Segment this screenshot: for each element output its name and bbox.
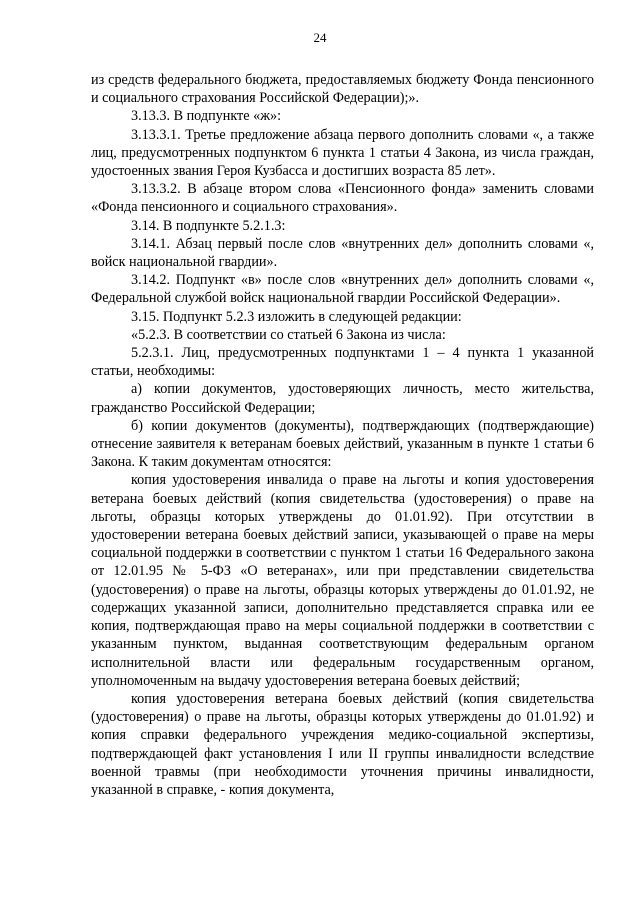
paragraph: 3.15. Подпункт 5.2.3 изложить в следующей редакции: [131,308,462,325]
paragraph: 3.13.3. В подпункте «ж»: [131,108,282,125]
document-body [91,71,594,799]
paragraph: 3.14.1. Абзац первый после слов «внутренних дел» дополнить словами «, войск национальной гвардии». [91,235,594,271]
paragraph: 3.13.3.2. В абзаце втором слова «Пенсионного фонда» заменить словами «Фонда пенсионного и социального страхования». [91,181,594,216]
paragraph: из средств федерального бюджета, предоставляемых бюджету Фонда пенсионного и социального страхования Российской Федерации);». [91,72,594,107]
paragraph: 5.2.3.1. Лиц, предусмотренных подпунктами 1 – 4 пункта 1 указанной статьи, необходимы: [91,345,594,380]
paragraph: «5.2.3. В соответствии со статьей 6 Закона из числа: [131,326,446,343]
page-number: 24 [313,30,327,45]
paragraph: б) копии документов (документы), подтверждающих (подтверждающие) отнесение заявителя к ветеранам боевых действий, указанным в пункте 1 статьи 6 Закона. К таким документам относятся: [91,417,594,471]
paragraph: копия удостоверения инвалида о праве на льготы и копия удостоверения ветерана боевых действий (копия свидетельства (удостоверения) о праве на льготы, образцы которых утверждены до 01.01.92). При отсутствии в удостоверении ветерана боевых действий записи, указывающей о праве на меры социальной поддержки в соответствии с пунктом 1 статьи 16 Федерального закона от 12.01.95 № 5-ФЗ «О ветеранах», или при представлении свидетельства (удостоверения) о праве на льготы, образцы которых утверждены до 01.01.92, не содержащих указанной записи, дополнительно представляется справка или ее копия, подтверждающая право на меры социальной поддержки в соответствии с указанным пунктом, выданная соответствующим федеральным органом исполнительной власти или федеральным государственным органом, уполномоченным на выдачу удостоверения ветерана боевых действий; [91,472,594,689]
paragraph: копия удостоверения ветерана боевых действий (копия свидетельства (удостоверения) о праве на льготы, образцы которых утверждены до 01.01.92) и копия справки федерального учреждения медико-социальной экспертизы, подтверждающей факт установления I или II группы инвалидности вследствие военной травмы (при необходимости уточнения причины инвалидности, указанной в справке, - копия документа, [91,690,594,798]
paragraph: 3.14. В подпункте 5.2.1.3: [131,217,286,234]
paragraph: 3.13.3.1. Третье предложение абзаца первого дополнить словами «, а также лиц, предусмотренных подпунктом 6 пункта 1 статьи 4 Закона, из числа граждан, удостоенных звания Героя Кузбасса и достигших возраста 85 лет». [91,126,594,180]
paragraph: а) копии документов, удостоверяющих личность, место жительства, гражданство Российской Федерации; [91,381,594,416]
paragraph: 3.14.2. Подпункт «в» после слов «внутренних дел» дополнить словами «, Федеральной службой войск национальной гвардии Российской Федерации». [91,272,594,307]
